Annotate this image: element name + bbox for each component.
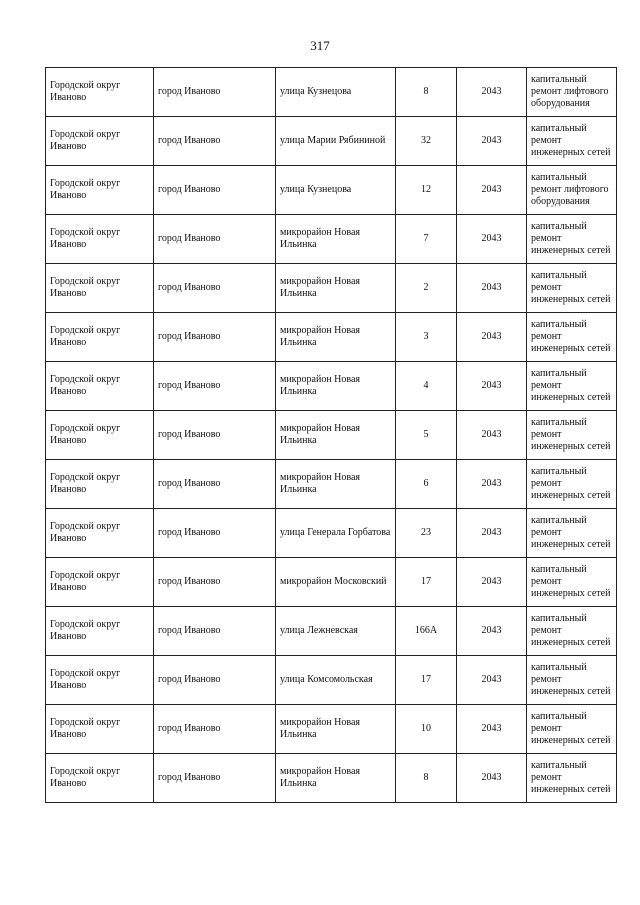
- street-cell: [276, 68, 396, 117]
- street-cell: [276, 117, 396, 166]
- year-text: 2043: [481, 135, 502, 146]
- settlement-cell: [154, 460, 276, 509]
- work-type-text: капитальный ремонт инженерных сетей: [531, 711, 611, 746]
- year-text: 2043: [481, 723, 502, 734]
- house-number-cell: [396, 460, 457, 509]
- municipality-text: Городской округ Иваново: [50, 276, 121, 299]
- house-number-cell: [396, 264, 457, 313]
- house-number-cell: [396, 607, 457, 656]
- municipality-text: Городской округ Иваново: [50, 619, 121, 642]
- table-row: [46, 264, 617, 313]
- year-text: 2043: [481, 674, 502, 685]
- street-text: микрорайон Новая Ильинка: [280, 766, 361, 789]
- year-cell: [457, 264, 527, 313]
- settlement-cell: [154, 509, 276, 558]
- year-text: 2043: [481, 184, 502, 195]
- table-row: [46, 166, 617, 215]
- street-text: микрорайон Новая Ильинка: [280, 276, 361, 299]
- street-cell: [276, 460, 396, 509]
- year-cell: [457, 558, 527, 607]
- table-row: [46, 607, 617, 656]
- work-type-cell: [527, 166, 617, 215]
- municipality-cell: [46, 117, 154, 166]
- settlement-cell: [154, 607, 276, 656]
- settlement-text: город Иваново: [158, 625, 221, 636]
- municipality-text: Городской округ Иваново: [50, 80, 121, 103]
- municipality-cell: [46, 656, 154, 705]
- settlement-text: город Иваново: [158, 478, 221, 489]
- table-row: [46, 313, 617, 362]
- year-cell: [457, 166, 527, 215]
- house-number-text: 12: [421, 184, 431, 195]
- house-number-cell: [396, 509, 457, 558]
- house-number-text: 4: [423, 380, 429, 391]
- street-text: микрорайон Новая Ильинка: [280, 325, 361, 348]
- work-type-text: капитальный ремонт инженерных сетей: [531, 221, 611, 256]
- house-number-cell: [396, 117, 457, 166]
- year-text: 2043: [481, 429, 502, 440]
- municipality-text: Городской округ Иваново: [50, 717, 121, 740]
- year-text: 2043: [481, 772, 502, 783]
- table-row: [46, 754, 617, 803]
- year-cell: [457, 607, 527, 656]
- street-text: улица Кузнецова: [280, 184, 352, 195]
- settlement-cell: [154, 117, 276, 166]
- year-text: 2043: [481, 625, 502, 636]
- house-number-text: 17: [421, 674, 431, 685]
- work-type-cell: [527, 460, 617, 509]
- settlement-cell: [154, 313, 276, 362]
- table-row: [46, 656, 617, 705]
- municipality-cell: [46, 754, 154, 803]
- municipality-cell: [46, 705, 154, 754]
- work-type-text: капитальный ремонт инженерных сетей: [531, 613, 611, 648]
- municipality-cell: [46, 509, 154, 558]
- registry-table-body: [46, 68, 617, 803]
- settlement-text: город Иваново: [158, 282, 221, 293]
- municipality-text: Городской округ Иваново: [50, 178, 121, 201]
- settlement-text: город Иваново: [158, 772, 221, 783]
- year-cell: [457, 460, 527, 509]
- municipality-text: Городской округ Иваново: [50, 472, 121, 495]
- settlement-text: город Иваново: [158, 527, 221, 538]
- settlement-cell: [154, 411, 276, 460]
- year-cell: [457, 68, 527, 117]
- house-number-text: 32: [421, 135, 431, 146]
- settlement-cell: [154, 754, 276, 803]
- work-type-text: капитальный ремонт инженерных сетей: [531, 515, 611, 550]
- municipality-text: Городской округ Иваново: [50, 129, 121, 152]
- work-type-cell: [527, 215, 617, 264]
- settlement-cell: [154, 362, 276, 411]
- year-cell: [457, 411, 527, 460]
- settlement-text: город Иваново: [158, 674, 221, 685]
- municipality-text: Городской округ Иваново: [50, 325, 121, 348]
- settlement-text: город Иваново: [158, 331, 221, 342]
- street-cell: [276, 362, 396, 411]
- work-type-cell: [527, 509, 617, 558]
- house-number-text: 3: [423, 331, 429, 342]
- street-cell: [276, 264, 396, 313]
- work-type-cell: [527, 264, 617, 313]
- table-row: [46, 362, 617, 411]
- settlement-text: город Иваново: [158, 429, 221, 440]
- municipality-cell: [46, 215, 154, 264]
- table-row: [46, 509, 617, 558]
- year-cell: [457, 313, 527, 362]
- house-number-text: 17: [421, 576, 431, 587]
- street-cell: [276, 411, 396, 460]
- house-number-text: 7: [423, 233, 429, 244]
- table-row: [46, 460, 617, 509]
- year-text: 2043: [481, 478, 502, 489]
- house-number-cell: [396, 68, 457, 117]
- municipality-cell: [46, 313, 154, 362]
- municipality-cell: [46, 607, 154, 656]
- work-type-cell: [527, 362, 617, 411]
- year-cell: [457, 117, 527, 166]
- table-row: [46, 68, 617, 117]
- settlement-cell: [154, 656, 276, 705]
- street-cell: [276, 313, 396, 362]
- work-type-cell: [527, 656, 617, 705]
- house-number-text: 23: [421, 527, 431, 538]
- settlement-cell: [154, 68, 276, 117]
- settlement-text: город Иваново: [158, 380, 221, 391]
- year-cell: [457, 705, 527, 754]
- table-row: [46, 558, 617, 607]
- house-number-text: 5: [423, 429, 429, 440]
- street-text: улица Марии Рябининой: [280, 135, 386, 146]
- street-text: микрорайон Новая Ильинка: [280, 423, 361, 446]
- work-type-text: капитальный ремонт инженерных сетей: [531, 417, 611, 452]
- street-text: микрорайон Новая Ильинка: [280, 227, 361, 250]
- house-number-text: 6: [423, 478, 429, 489]
- municipality-cell: [46, 460, 154, 509]
- work-type-cell: [527, 411, 617, 460]
- street-text: улица Кузнецова: [280, 86, 352, 97]
- year-cell: [457, 509, 527, 558]
- house-number-text: 2: [423, 282, 429, 293]
- settlement-text: город Иваново: [158, 576, 221, 587]
- page-number: 317: [310, 38, 330, 53]
- work-type-cell: [527, 117, 617, 166]
- street-text: улица Комсомольская: [280, 674, 373, 685]
- house-number-text: 166А: [414, 625, 438, 636]
- work-type-cell: [527, 558, 617, 607]
- year-cell: [457, 215, 527, 264]
- work-type-text: капитальный ремонт инженерных сетей: [531, 123, 611, 158]
- settlement-text: город Иваново: [158, 86, 221, 97]
- year-text: 2043: [481, 527, 502, 538]
- work-type-text: капитальный ремонт инженерных сетей: [531, 466, 611, 501]
- municipality-cell: [46, 362, 154, 411]
- street-cell: [276, 656, 396, 705]
- work-type-cell: [527, 68, 617, 117]
- street-text: микрорайон Московский: [280, 576, 387, 587]
- work-type-text: капитальный ремонт лифтового оборудования: [531, 74, 609, 109]
- registry-table: [45, 67, 617, 803]
- settlement-cell: [154, 215, 276, 264]
- work-type-cell: [527, 705, 617, 754]
- municipality-cell: [46, 558, 154, 607]
- house-number-cell: [396, 362, 457, 411]
- settlement-text: город Иваново: [158, 233, 221, 244]
- work-type-cell: [527, 754, 617, 803]
- street-cell: [276, 607, 396, 656]
- year-text: 2043: [481, 233, 502, 244]
- house-number-text: 8: [423, 772, 429, 783]
- table-row: [46, 705, 617, 754]
- work-type-text: капитальный ремонт лифтового оборудования: [531, 172, 609, 207]
- settlement-cell: [154, 264, 276, 313]
- settlement-cell: [154, 705, 276, 754]
- house-number-cell: [396, 313, 457, 362]
- street-cell: [276, 754, 396, 803]
- work-type-text: капитальный ремонт инженерных сетей: [531, 662, 611, 697]
- year-text: 2043: [481, 86, 502, 97]
- street-text: микрорайон Новая Ильинка: [280, 717, 361, 740]
- settlement-cell: [154, 166, 276, 215]
- street-cell: [276, 558, 396, 607]
- municipality-text: Городской округ Иваново: [50, 668, 121, 691]
- year-cell: [457, 362, 527, 411]
- street-cell: [276, 509, 396, 558]
- municipality-cell: [46, 166, 154, 215]
- municipality-cell: [46, 68, 154, 117]
- table-row: [46, 411, 617, 460]
- municipality-text: Городской округ Иваново: [50, 374, 121, 397]
- year-cell: [457, 656, 527, 705]
- work-type-text: капитальный ремонт инженерных сетей: [531, 319, 611, 354]
- street-text: микрорайон Новая Ильинка: [280, 472, 361, 495]
- house-number-cell: [396, 754, 457, 803]
- house-number-cell: [396, 558, 457, 607]
- municipality-cell: [46, 411, 154, 460]
- work-type-text: капитальный ремонт инженерных сетей: [531, 270, 611, 305]
- year-text: 2043: [481, 282, 502, 293]
- house-number-text: 8: [423, 86, 429, 97]
- work-type-text: капитальный ремонт инженерных сетей: [531, 760, 611, 795]
- municipality-text: Городской округ Иваново: [50, 227, 121, 250]
- municipality-text: Городской округ Иваново: [50, 423, 121, 446]
- table-row: [46, 215, 617, 264]
- street-text: улица Лежневская: [280, 625, 358, 636]
- street-text: улица Генерала Горбатова: [280, 527, 391, 538]
- house-number-cell: [396, 705, 457, 754]
- municipality-text: Городской округ Иваново: [50, 766, 121, 789]
- street-cell: [276, 166, 396, 215]
- year-text: 2043: [481, 331, 502, 342]
- settlement-text: город Иваново: [158, 184, 221, 195]
- settlement-text: город Иваново: [158, 723, 221, 734]
- house-number-cell: [396, 166, 457, 215]
- work-type-cell: [527, 313, 617, 362]
- house-number-cell: [396, 215, 457, 264]
- settlement-text: город Иваново: [158, 135, 221, 146]
- year-text: 2043: [481, 576, 502, 587]
- house-number-cell: [396, 411, 457, 460]
- municipality-text: Городской округ Иваново: [50, 570, 121, 593]
- settlement-cell: [154, 558, 276, 607]
- year-text: 2043: [481, 380, 502, 391]
- table-row: [46, 117, 617, 166]
- municipality-cell: [46, 264, 154, 313]
- municipality-text: Городской округ Иваново: [50, 521, 121, 544]
- street-text: микрорайон Новая Ильинка: [280, 374, 361, 397]
- work-type-cell: [527, 607, 617, 656]
- year-cell: [457, 754, 527, 803]
- house-number-text: 10: [421, 723, 431, 734]
- house-number-cell: [396, 656, 457, 705]
- street-cell: [276, 705, 396, 754]
- work-type-text: капитальный ремонт инженерных сетей: [531, 564, 611, 599]
- work-type-text: капитальный ремонт инженерных сетей: [531, 368, 611, 403]
- street-cell: [276, 215, 396, 264]
